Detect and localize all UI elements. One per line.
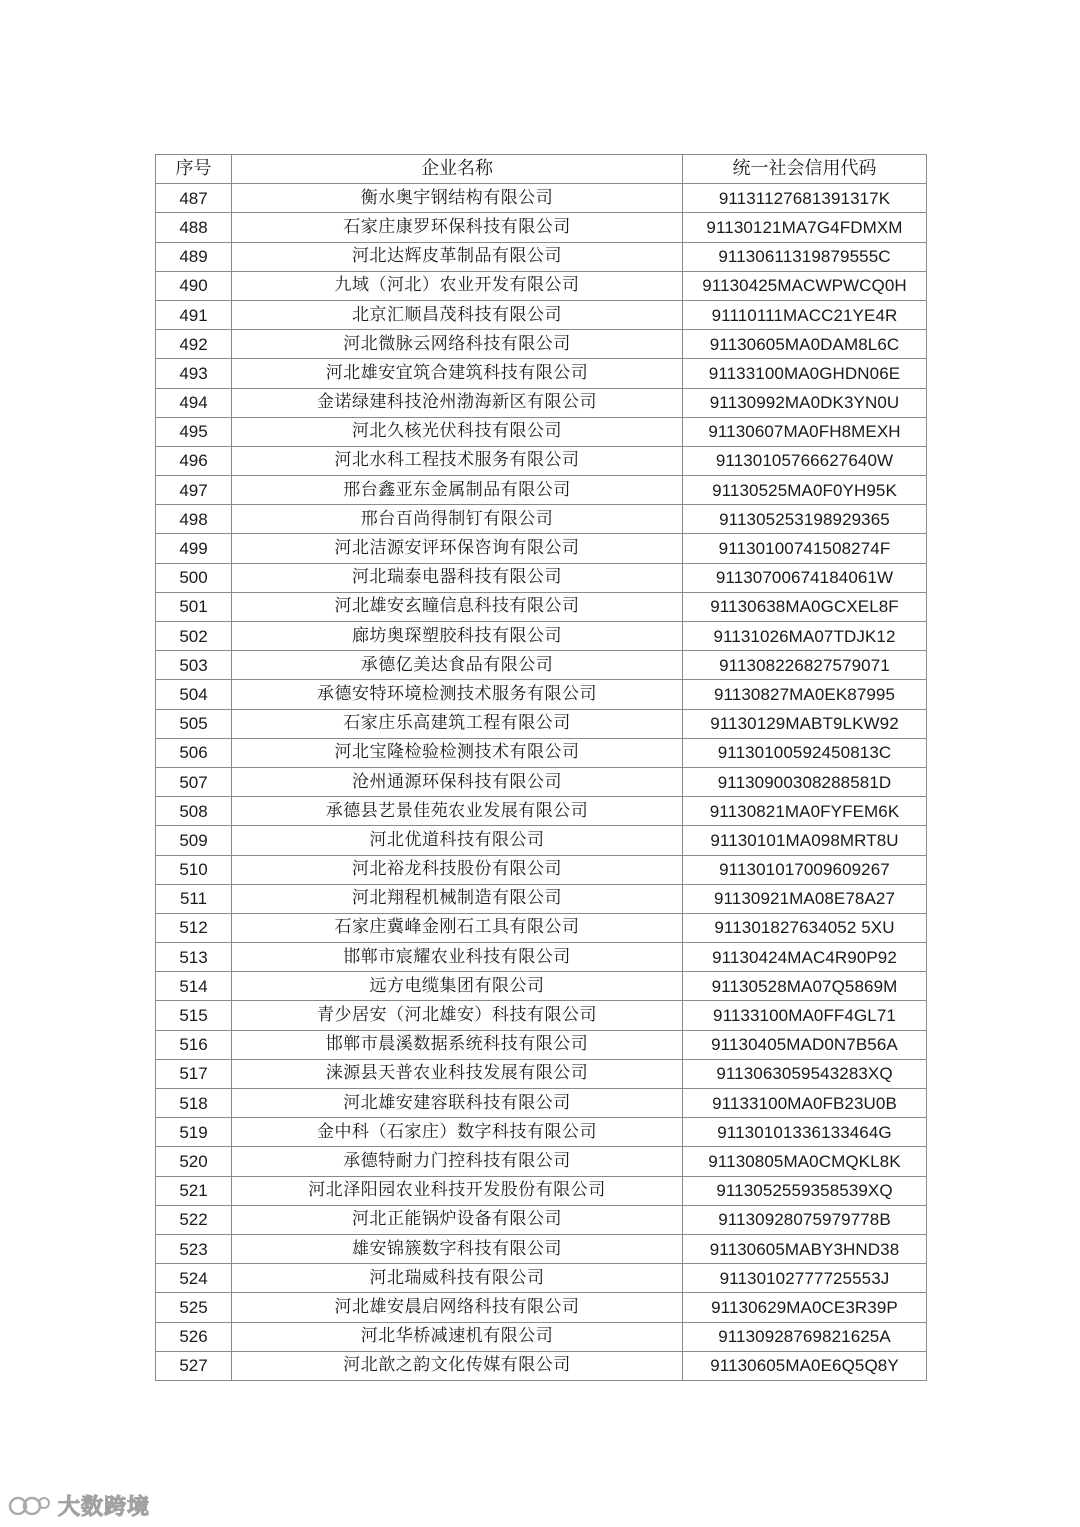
credit-code-cell: 91130100741508274F	[683, 534, 927, 563]
serial-number-cell: 527	[156, 1351, 232, 1380]
company-name-cell: 河北泽阳园农业科技开发股份有限公司	[232, 1176, 683, 1205]
serial-number-cell: 523	[156, 1234, 232, 1263]
serial-number-cell: 487	[156, 184, 232, 213]
credit-code-cell: 911301017009609267	[683, 855, 927, 884]
table-row	[156, 476, 927, 505]
table-row	[156, 1205, 927, 1234]
company-name-cell: 石家庄康罗环保科技有限公司	[232, 213, 683, 242]
serial-number-cell: 511	[156, 884, 232, 913]
serial-number-cell: 503	[156, 651, 232, 680]
company-name-cell: 河北雄安晨启网络科技有限公司	[232, 1293, 683, 1322]
serial-number-cell: 498	[156, 505, 232, 534]
company-name-cell: 河北正能锅炉设备有限公司	[232, 1205, 683, 1234]
serial-number-cell: 495	[156, 417, 232, 446]
company-name-cell: 河北歆之韵文化传媒有限公司	[232, 1351, 683, 1380]
table-row	[156, 330, 927, 359]
company-name-cell: 承德特耐力门控科技有限公司	[232, 1147, 683, 1176]
watermark	[8, 1490, 150, 1521]
credit-code-cell: 91130900308288581D	[683, 767, 927, 796]
credit-code-cell: 91130424MAC4R90P92	[683, 943, 927, 972]
company-table	[155, 154, 927, 1381]
company-name-cell: 河北雄安宜筑合建筑科技有限公司	[232, 359, 683, 388]
company-name-cell: 河北洁源安评环保咨询有限公司	[232, 534, 683, 563]
table-header-row	[156, 155, 927, 184]
serial-number-cell: 522	[156, 1205, 232, 1234]
serial-number-cell: 513	[156, 943, 232, 972]
credit-code-cell: 91130525MA0F0YH95K	[683, 476, 927, 505]
serial-number-cell: 515	[156, 1001, 232, 1030]
company-name-cell: 河北翔程机械制造有限公司	[232, 884, 683, 913]
credit-code-cell: 91130629MA0CE3R39P	[683, 1293, 927, 1322]
company-name-cell: 河北瑞泰电器科技有限公司	[232, 563, 683, 592]
serial-number-cell: 510	[156, 855, 232, 884]
serial-number-cell: 488	[156, 213, 232, 242]
serial-number-cell: 514	[156, 972, 232, 1001]
credit-code-cell: 91130921MA08E78A27	[683, 884, 927, 913]
header-credit-code: 统一社会信用代码	[683, 155, 927, 184]
table-row	[156, 709, 927, 738]
credit-code-cell: 91130105766627640W	[683, 446, 927, 475]
table-row	[156, 1176, 927, 1205]
credit-code-cell: 91130129MABT9LKW92	[683, 709, 927, 738]
serial-number-cell: 496	[156, 446, 232, 475]
table-row	[156, 563, 927, 592]
serial-number-cell: 508	[156, 797, 232, 826]
table-row	[156, 1118, 927, 1147]
credit-code-cell: 91130102777725553J	[683, 1264, 927, 1293]
credit-code-cell: 91130928769821625A	[683, 1322, 927, 1351]
company-name-cell: 廊坊奥琛塑胶科技有限公司	[232, 622, 683, 651]
table-row	[156, 505, 927, 534]
table-row	[156, 972, 927, 1001]
credit-code-cell: 91130805MA0CMQKL8K	[683, 1147, 927, 1176]
table-row	[156, 680, 927, 709]
serial-number-cell: 501	[156, 592, 232, 621]
company-name-cell: 石家庄冀峰金刚石工具有限公司	[232, 913, 683, 942]
table-row	[156, 884, 927, 913]
credit-code-cell: 91130605MA0E6Q5Q8Y	[683, 1351, 927, 1380]
credit-code-cell: 911301827634052 5XU	[683, 913, 927, 942]
company-name-cell: 邯郸市宸耀农业科技有限公司	[232, 943, 683, 972]
credit-code-cell: 91130121MA7G4FDMXM	[683, 213, 927, 242]
serial-number-cell: 517	[156, 1059, 232, 1088]
company-name-cell: 石家庄乐高建筑工程有限公司	[232, 709, 683, 738]
company-name-cell: 北京汇顺昌茂科技有限公司	[232, 300, 683, 329]
company-name-cell: 承德县艺景佳苑农业发展有限公司	[232, 797, 683, 826]
credit-code-cell: 9113052559358539XQ	[683, 1176, 927, 1205]
serial-number-cell: 491	[156, 300, 232, 329]
serial-number-cell: 505	[156, 709, 232, 738]
serial-number-cell: 494	[156, 388, 232, 417]
table-row	[156, 300, 927, 329]
serial-number-cell: 526	[156, 1322, 232, 1351]
serial-number-cell: 497	[156, 476, 232, 505]
serial-number-cell: 512	[156, 913, 232, 942]
credit-code-cell: 91130638MA0GCXEL8F	[683, 592, 927, 621]
company-name-cell: 涞源县天普农业科技发展有限公司	[232, 1059, 683, 1088]
table-row	[156, 913, 927, 942]
table-row	[156, 1059, 927, 1088]
table-row	[156, 1351, 927, 1380]
table-row	[156, 1293, 927, 1322]
credit-code-cell: 91130528MA07Q5869M	[683, 972, 927, 1001]
company-name-cell: 河北华桥减速机有限公司	[232, 1322, 683, 1351]
serial-number-cell: 500	[156, 563, 232, 592]
table-row	[156, 1322, 927, 1351]
serial-number-cell: 504	[156, 680, 232, 709]
table-row	[156, 417, 927, 446]
credit-code-cell: 91130605MABY3HND38	[683, 1234, 927, 1263]
serial-number-cell: 521	[156, 1176, 232, 1205]
table-row	[156, 1030, 927, 1059]
company-name-cell: 河北裕龙科技股份有限公司	[232, 855, 683, 884]
credit-code-cell: 91133100MA0FF4GL71	[683, 1001, 927, 1030]
table-row	[156, 271, 927, 300]
table-row	[156, 1147, 927, 1176]
table-row	[156, 446, 927, 475]
table-row	[156, 1234, 927, 1263]
credit-code-cell: 91130101336133464G	[683, 1118, 927, 1147]
company-name-cell: 远方电缆集团有限公司	[232, 972, 683, 1001]
table-row	[156, 767, 927, 796]
table-row	[156, 797, 927, 826]
serial-number-cell: 493	[156, 359, 232, 388]
company-name-cell: 河北水科工程技术服务有限公司	[232, 446, 683, 475]
company-name-cell: 河北久核光伏科技有限公司	[232, 417, 683, 446]
credit-code-cell: 9113063059543283XQ	[683, 1059, 927, 1088]
table-row	[156, 826, 927, 855]
table-row	[156, 1264, 927, 1293]
serial-number-cell: 525	[156, 1293, 232, 1322]
company-name-cell: 衡水奥宇钢结构有限公司	[232, 184, 683, 213]
table-row	[156, 213, 927, 242]
company-name-cell: 河北微脉云网络科技有限公司	[232, 330, 683, 359]
credit-code-cell: 911308226827579071	[683, 651, 927, 680]
logo-icon	[8, 1493, 52, 1519]
serial-number-cell: 499	[156, 534, 232, 563]
table-row	[156, 738, 927, 767]
credit-code-cell: 91130405MAD0N7B56A	[683, 1030, 927, 1059]
table-row	[156, 1089, 927, 1118]
credit-code-cell: 91130700674184061W	[683, 563, 927, 592]
serial-number-cell: 524	[156, 1264, 232, 1293]
table-row	[156, 184, 927, 213]
table-row	[156, 388, 927, 417]
serial-number-cell: 506	[156, 738, 232, 767]
serial-number-cell: 489	[156, 242, 232, 271]
company-name-cell: 雄安锦簇数字科技有限公司	[232, 1234, 683, 1263]
company-name-cell: 九域（河北）农业开发有限公司	[232, 271, 683, 300]
company-name-cell: 河北雄安建容联科技有限公司	[232, 1089, 683, 1118]
credit-code-cell: 91130425MACWPWCQ0H	[683, 271, 927, 300]
credit-code-cell: 911305253198929365	[683, 505, 927, 534]
credit-code-cell: 91133100MA0GHDN06E	[683, 359, 927, 388]
table-row	[156, 651, 927, 680]
company-name-cell: 河北达辉皮革制品有限公司	[232, 242, 683, 271]
company-name-cell: 邯郸市晨溪数据系统科技有限公司	[232, 1030, 683, 1059]
serial-number-cell: 490	[156, 271, 232, 300]
company-name-cell: 河北雄安玄瞳信息科技有限公司	[232, 592, 683, 621]
header-company-name: 企业名称	[232, 155, 683, 184]
serial-number-cell: 520	[156, 1147, 232, 1176]
credit-code-cell: 91130611319879555C	[683, 242, 927, 271]
table-row	[156, 622, 927, 651]
credit-code-cell: 91130821MA0FYFEM6K	[683, 797, 927, 826]
credit-code-cell: 91130992MA0DK3YN0U	[683, 388, 927, 417]
company-name-cell: 承德安特环境检测技术服务有限公司	[232, 680, 683, 709]
serial-number-cell: 509	[156, 826, 232, 855]
header-serial-number: 序号	[156, 155, 232, 184]
table-row	[156, 943, 927, 972]
credit-code-cell: 91130827MA0EK87995	[683, 680, 927, 709]
credit-code-cell: 91110111MACC21YE4R	[683, 300, 927, 329]
credit-code-cell: 91130607MA0FH8MEXH	[683, 417, 927, 446]
credit-code-cell: 91130101MA098MRT8U	[683, 826, 927, 855]
credit-code-cell: 91131026MA07TDJK12	[683, 622, 927, 651]
table-body	[156, 184, 927, 1381]
credit-code-cell: 91130100592450813C	[683, 738, 927, 767]
company-name-cell: 河北宝隆检验检测技术有限公司	[232, 738, 683, 767]
table-row	[156, 855, 927, 884]
credit-code-cell: 91133100MA0FB23U0B	[683, 1089, 927, 1118]
company-name-cell: 河北优道科技有限公司	[232, 826, 683, 855]
company-name-cell: 金诺绿建科技沧州渤海新区有限公司	[232, 388, 683, 417]
company-name-cell: 金中科（石家庄）数字科技有限公司	[232, 1118, 683, 1147]
table-row	[156, 242, 927, 271]
company-name-cell: 邢台百尚得制钉有限公司	[232, 505, 683, 534]
credit-code-cell: 91130605MA0DAM8L6C	[683, 330, 927, 359]
serial-number-cell: 502	[156, 622, 232, 651]
company-name-cell: 河北瑞威科技有限公司	[232, 1264, 683, 1293]
table-row	[156, 1001, 927, 1030]
serial-number-cell: 519	[156, 1118, 232, 1147]
serial-number-cell: 507	[156, 767, 232, 796]
company-name-cell: 青少居安（河北雄安）科技有限公司	[232, 1001, 683, 1030]
table-row	[156, 592, 927, 621]
company-name-cell: 邢台鑫亚东金属制品有限公司	[232, 476, 683, 505]
credit-code-cell: 91130928075979778B	[683, 1205, 927, 1234]
table-row	[156, 359, 927, 388]
credit-code-cell: 91131127681391317K	[683, 184, 927, 213]
serial-number-cell: 518	[156, 1089, 232, 1118]
table-row	[156, 534, 927, 563]
company-name-cell: 承德亿美达食品有限公司	[232, 651, 683, 680]
serial-number-cell: 516	[156, 1030, 232, 1059]
watermark-text: 大数跨境	[58, 1495, 151, 1520]
serial-number-cell: 492	[156, 330, 232, 359]
company-name-cell: 沧州通源环保科技有限公司	[232, 767, 683, 796]
